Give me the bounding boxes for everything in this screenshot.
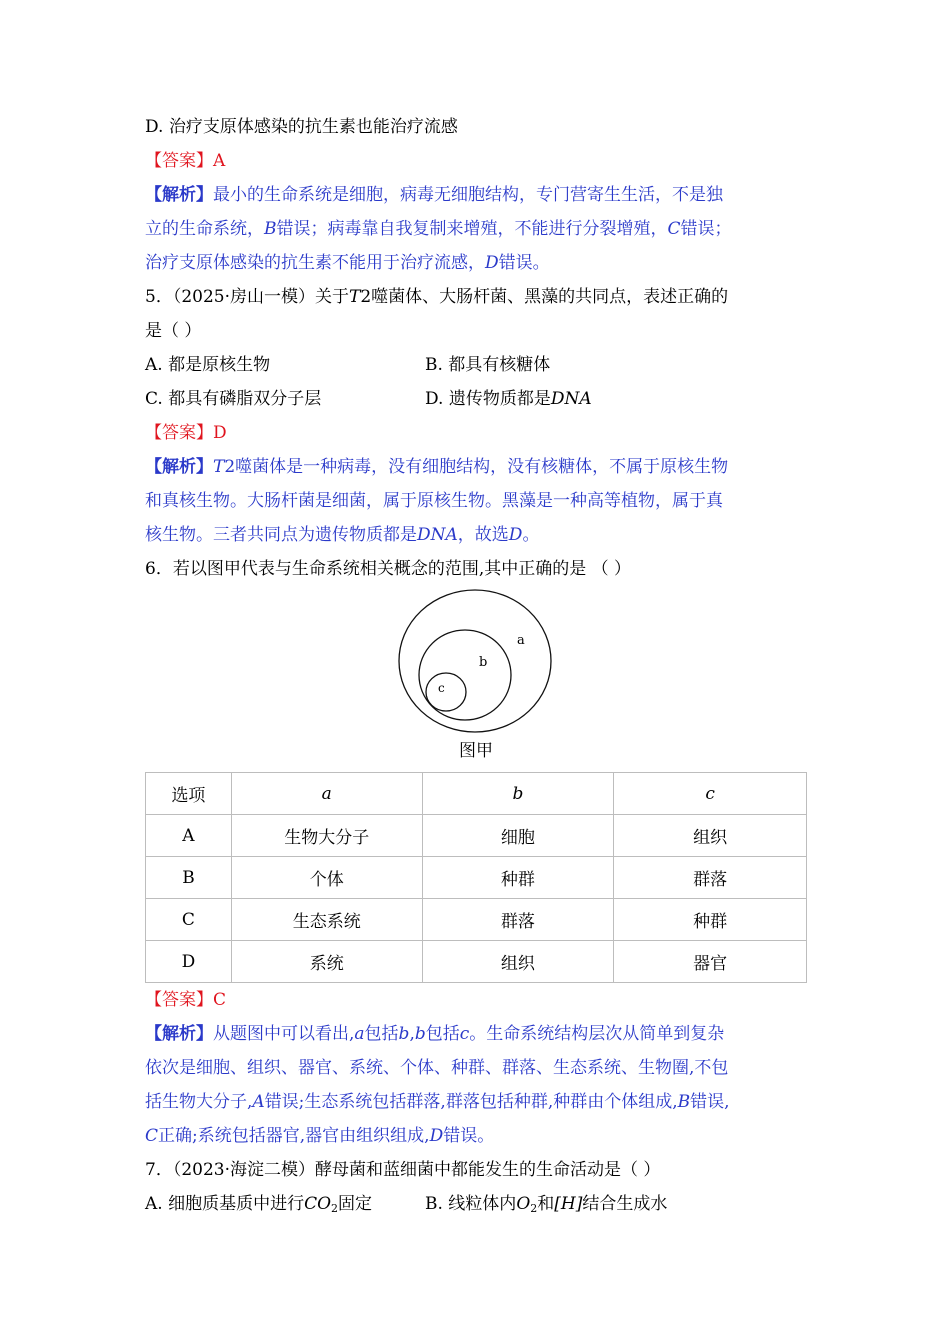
option-subscript: 2 (530, 1202, 538, 1215)
option-text: 结合生成水 (582, 1194, 668, 1214)
table-header: a (231, 773, 422, 815)
option-text: D. 遗传物质都是 (425, 389, 551, 409)
q6-stem: 6．若以图甲代表与生命系统相关概念的范围,其中正确的是 （ ） (145, 559, 632, 579)
q4-analysis-line-2 (145, 212, 807, 246)
table-row (146, 815, 807, 857)
q5-analysis-line-2: 和真核生物。大肠杆菌是细菌，属于原核生物。黑藻是一种高等植物，属于真 (145, 491, 723, 511)
option-var: DNA (550, 389, 592, 409)
table-cell: B (146, 857, 232, 899)
table-cell: 生物大分子 (231, 815, 422, 857)
q5-analysis-line-1 (145, 450, 807, 484)
answer-tag: 【答案】 (145, 151, 213, 171)
analysis-var: B (677, 1092, 691, 1112)
table-cell: 组织 (614, 815, 807, 857)
table-header: c (614, 773, 807, 815)
option-formula: [H] (554, 1194, 583, 1214)
nested-circles-diagram (397, 588, 557, 734)
table-cell: 细胞 (422, 815, 614, 857)
analysis-text: 包括 (425, 1024, 460, 1044)
q5-option-d (425, 382, 592, 416)
analysis-text: 核生物。三者共同点为遗传物质都是 (145, 525, 417, 545)
q7-option-a (145, 1187, 425, 1221)
q5-answer (145, 416, 807, 450)
q6-analysis-line-1 (145, 1017, 807, 1051)
circle-c (426, 673, 466, 711)
q6-answer (145, 983, 807, 1017)
analysis-var: DNA (417, 525, 458, 545)
table-row (146, 941, 807, 983)
analysis-var: b (414, 1024, 426, 1044)
table-header: b (422, 773, 614, 815)
analysis-var: C (667, 219, 681, 239)
stem-text: 5．（2025·房山一模）关于 (145, 287, 349, 307)
option-text: 固定 (338, 1194, 373, 1214)
analysis-text: 。生命系统结构层次从简单到复杂 (469, 1024, 725, 1044)
analysis-text: 错误。 (498, 253, 550, 273)
q5-options-ab (145, 348, 807, 382)
nested-circles-figure (145, 588, 807, 736)
analysis-var: C (145, 1126, 159, 1146)
table-cell: A (146, 815, 232, 857)
analysis-text: 错误； (680, 219, 732, 239)
analysis-var: D (508, 525, 523, 545)
q7-stem: 7．（2023·海淀二模）酵母菌和蓝细菌中都能发生的生命活动是（ ） (145, 1160, 661, 1180)
q4-answer (145, 144, 807, 178)
q6-analysis-line-3 (145, 1085, 807, 1119)
analysis-var: T (213, 457, 225, 477)
answer-value: D (213, 423, 227, 443)
label-c: c (438, 681, 445, 695)
q7-options-ab (145, 1187, 807, 1221)
table-header: 选项 (146, 773, 232, 815)
table-cell: 系统 (231, 941, 422, 983)
analysis-text: ，故选 (457, 525, 509, 545)
answer-value: C (213, 990, 227, 1010)
analysis-text: 包括 (364, 1024, 399, 1044)
table-cell: 群落 (614, 857, 807, 899)
q5-option-a: A. 都是原核生物 (145, 355, 271, 375)
answer-tag: 【答案】 (145, 990, 213, 1010)
analysis-text: 错误;生态系统包括群落,群落包括种群,种群由个体组成, (264, 1092, 678, 1112)
q7-option-b (425, 1187, 667, 1221)
option-subscript: 2 (331, 1202, 339, 1215)
analysis-text: 2噬菌体是一种病毒，没有细胞结构，没有核糖体，不属于原核生物 (224, 457, 729, 477)
analysis-var: a (354, 1024, 365, 1044)
option-text: B. 线粒体内 (425, 1194, 517, 1214)
figure-caption: 图甲 (459, 741, 493, 761)
analysis-var: A (252, 1092, 265, 1112)
q5-option-c: C. 都具有磷脂双分子层 (145, 389, 322, 409)
analysis-text: , (409, 1024, 415, 1044)
analysis-text: 错误；病毒靠自我复制来增殖，不能进行分裂增殖， (276, 219, 668, 239)
table-cell: 个体 (231, 857, 422, 899)
q4-analysis-line-1 (145, 178, 807, 212)
stem-var: T (348, 287, 361, 307)
q6-analysis-line-2: 依次是细胞、组织、器官、系统、个体、种群、群落、生态系统、生物圈,不包 (145, 1058, 729, 1078)
answer-tag: 【答案】 (145, 423, 213, 443)
analysis-text: 正确;系统包括器官,器官由组织组成, (158, 1126, 430, 1146)
label-a: a (517, 633, 525, 648)
table-cell: 生态系统 (231, 899, 422, 941)
q4-analysis-line-3 (145, 246, 807, 280)
analysis-text: 。 (522, 525, 540, 545)
option-text: A. 细胞质基质中进行 (145, 1194, 305, 1214)
document-page (145, 110, 807, 1221)
options-table (145, 772, 807, 983)
table-row (146, 899, 807, 941)
analysis-var: b (398, 1024, 410, 1044)
analysis-text: 立的生命系统， (145, 219, 264, 239)
table-cell: 组织 (422, 941, 614, 983)
analysis-tag: 【解析】 (145, 457, 213, 477)
q4-option-d: D. 治疗支原体感染的抗生素也能治疗流感 (145, 117, 458, 137)
table-cell: 器官 (614, 941, 807, 983)
table-row (146, 857, 807, 899)
option-formula: CO (304, 1194, 332, 1214)
table-cell: 群落 (422, 899, 614, 941)
table-header-row (146, 773, 807, 815)
analysis-text: 错误, (690, 1092, 730, 1112)
analysis-tag: 【解析】 (145, 185, 213, 205)
stem-text: 2噬菌体、大肠杆菌、黑藻的共同点，表述正确的 (360, 287, 729, 307)
analysis-text: 从题图中可以看出, (213, 1024, 355, 1044)
q5-analysis-line-3 (145, 518, 807, 552)
table-cell: D (146, 941, 232, 983)
q5-stem-line-2: 是（ ） (145, 321, 202, 341)
q6-analysis-line-4 (145, 1119, 807, 1153)
analysis-var: B (264, 219, 277, 239)
analysis-var: D (429, 1126, 444, 1146)
analysis-var: c (459, 1024, 470, 1044)
analysis-text: 括生物大分子, (145, 1092, 253, 1112)
analysis-text: 最小的生命系统是细胞，病毒无细胞结构，专门营寄生生活，不是独 (213, 185, 723, 205)
q5-option-b: B. 都具有核糖体 (425, 355, 551, 375)
table-cell: 种群 (422, 857, 614, 899)
q5-options-cd (145, 382, 807, 416)
table-cell: 种群 (614, 899, 807, 941)
analysis-text: 错误。 (443, 1126, 495, 1146)
table-cell: C (146, 899, 232, 941)
answer-value: A (213, 151, 226, 171)
label-b: b (479, 655, 488, 670)
analysis-var: D (485, 253, 499, 273)
analysis-text: 治疗支原体感染的抗生素不能用于治疗流感， (145, 253, 485, 273)
analysis-tag: 【解析】 (145, 1024, 213, 1044)
option-formula: O (516, 1194, 531, 1214)
q5-stem-line-1 (145, 280, 807, 314)
option-text: 和 (537, 1194, 555, 1214)
